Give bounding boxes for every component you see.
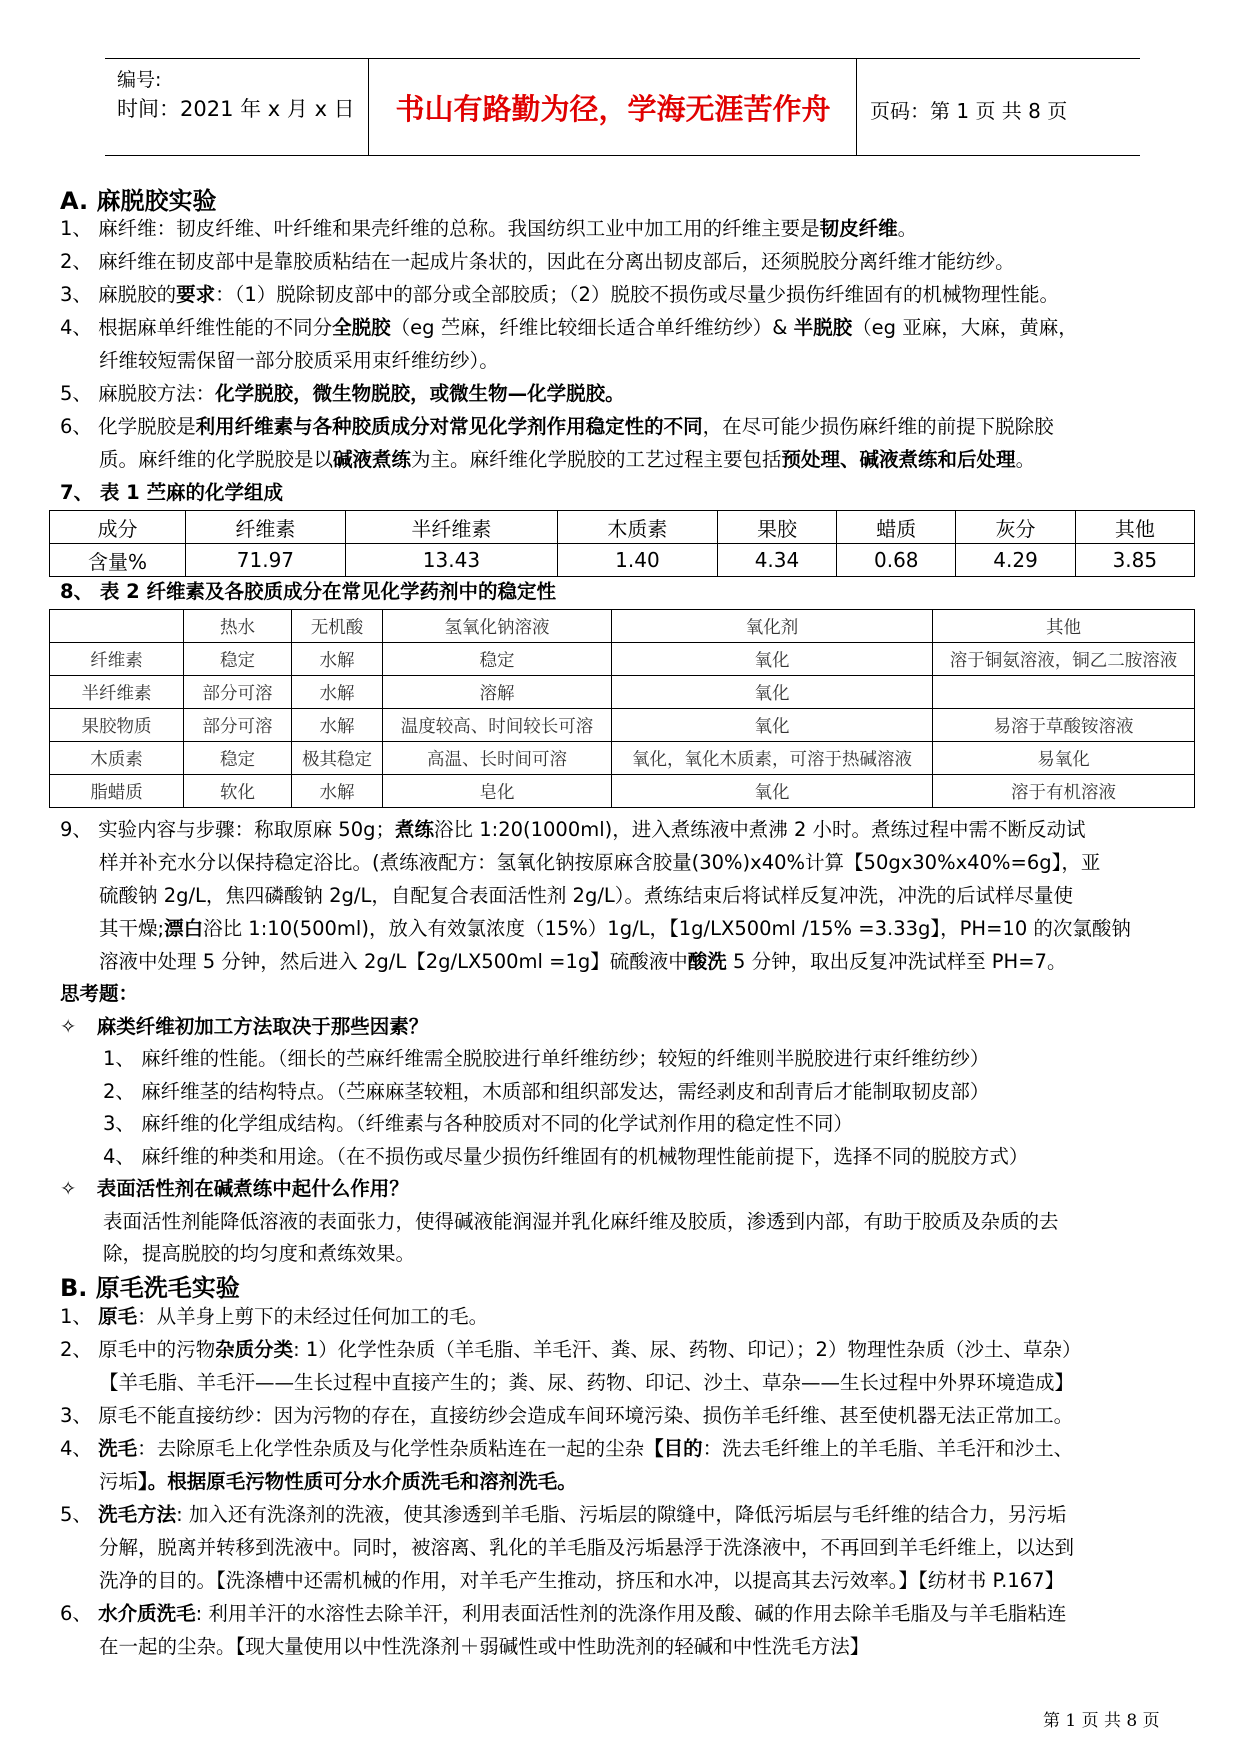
table-cell — [933, 676, 1195, 709]
table-cell: 溶解 — [383, 676, 612, 709]
table-cell: 稳定 — [184, 643, 292, 676]
composition-table — [49, 510, 1195, 577]
table-header-cell: 无机酸 — [292, 610, 383, 643]
table-cell: 木质素 — [50, 742, 184, 775]
paragraph-b2-cont: 【羊毛脂、羊毛汗——生长过程中直接产生的；粪、尿、药物、印记、沙土、草杂——生长过程中外界环境造成】 — [99, 1371, 1075, 1394]
table-header-cell: 纤维素 — [186, 511, 346, 544]
paragraph-b1: 1、 原毛：从羊身上剪下的未经过任何加工的毛。 — [60, 1305, 489, 1328]
paragraph-a4-cont: 纤维较短需保留一部分胶质采用束纤维纺纱）。 — [99, 349, 499, 372]
table-header-cell: 其他 — [933, 610, 1195, 643]
table-cell: 0.68 — [837, 544, 956, 577]
paragraph-a5: 5、 麻脱胶方法：化学脱胶，微生物脱胶，或微生物—化学脱胶。 — [60, 382, 625, 405]
table-cell: 半纤维素 — [50, 676, 184, 709]
table-header-cell: 热水 — [184, 610, 292, 643]
table-cell: 氧化，氧化木质素，可溶于热碱溶液 — [612, 742, 933, 775]
table-cell: 部分可溶 — [184, 709, 292, 742]
document-date: 时间：2021 年 x 月 x 日 — [117, 97, 355, 121]
header-motto-cell — [370, 59, 857, 155]
answer-1-1: 1、 麻纤维的性能。（细长的苎麻纤维需全脱胶进行单纤维纺纱；较短的纤维则半脱胶进行束纤维纺纱） — [103, 1047, 990, 1070]
table-cell: 4.29 — [956, 544, 1075, 577]
header-page-cell — [858, 59, 1140, 155]
section-a-title: A. 麻脱胶实验 — [60, 187, 217, 215]
table-cell: 溶于铜氨溶液，铜乙二胺溶液 — [933, 643, 1195, 676]
question-2: ✧ 表面活性剂在碱煮练中起什么作用？ — [60, 1177, 409, 1200]
paragraph-a9-line2: 样并补充水分以保持稳定浴比。(煮练液配方：氢氧化钠按原麻含胶量(30%)x40%计算【50gx30%x40%=6g】，亚 — [99, 851, 1101, 874]
table-cell: 温度较高、时间较长可溶 — [383, 709, 612, 742]
paragraph-a3: 3、 麻脱胶的要求：（1）脱除韧皮部中的部分或全部胶质；（2）脱胶不损伤或尽量少损伤纤维固有的机械物理性能。 — [60, 283, 1059, 306]
diamond-bullet-icon: ✧ — [60, 1015, 77, 1038]
table-cell: 果胶物质 — [50, 709, 184, 742]
page-header — [105, 58, 1140, 156]
table-header-cell: 灰分 — [956, 511, 1075, 544]
table-cell: 71.97 — [186, 544, 346, 577]
table-cell: 易氧化 — [933, 742, 1195, 775]
paragraph-b5-line2: 分解，脱离并转移到洗液中。同时，被溶离、乳化的羊毛脂及污垢悬浮于洗涤液中，不再回到羊毛纤维上，以达到 — [99, 1536, 1075, 1559]
header-info-cell — [105, 59, 369, 155]
table-row — [50, 742, 1195, 775]
answer-2-line1: 表面活性剂能降低溶液的表面张力，使得碱液能润湿并乳化麻纤维及胶质，渗透到内部，有助于胶质及杂质的去 — [103, 1210, 1059, 1233]
table-header-cell: 木质素 — [558, 511, 718, 544]
table-cell: 高温、长时间可溶 — [383, 742, 612, 775]
page-number: 页码：第 1 页 共 8 页 — [870, 99, 1068, 123]
document-number: 编号: — [117, 69, 162, 91]
paragraph-b4: 4、 洗毛：去除原毛上化学性杂质及与化学性杂质粘连在一起的尘杂【目的：洗去毛纤维上的羊毛脂、羊毛汗和沙土、 — [60, 1437, 1074, 1460]
table-cell: 13.43 — [345, 544, 557, 577]
answer-1-3: 3、 麻纤维的化学组成结构。（纤维素与各种胶质对不同的化学试剂作用的稳定性不同） — [103, 1112, 853, 1135]
table-cell: 易溶于草酸铵溶液 — [933, 709, 1195, 742]
table-cell: 4.34 — [717, 544, 836, 577]
paragraph-b5: 5、 洗毛方法: 加入还有洗涤剂的洗液，使其渗透到羊毛脂、污垢层的隙缝中，降低污垢层与毛纤维的结合力，另污垢 — [60, 1503, 1067, 1526]
paragraph-a9: 9、 实验内容与步骤：称取原麻 50g；煮练浴比 1:20(1000ml)，进入煮练液中煮沸 2 小时。煮练过程中需不断反动试 — [60, 818, 1086, 841]
stability-table — [49, 609, 1195, 808]
table-header-cell: 半纤维素 — [345, 511, 557, 544]
page-footer: 第 1 页 共 8 页 — [1043, 1711, 1160, 1731]
table-cell: 水解 — [292, 676, 383, 709]
table-cell: 1.40 — [558, 544, 718, 577]
table-cell: 软化 — [184, 775, 292, 808]
answer-1-2: 2、 麻纤维茎的结构特点。（苎麻麻茎较粗，木质部和组织部发达，需经剥皮和刮青后才能制取韧皮部） — [103, 1080, 990, 1103]
paragraph-a9-line5: 溶液中处理 5 分钟，然后进入 2g/L【2g/LX500ml =1g】硫酸液中酸洗 5 分钟，取出反复冲洗试样至 PH=7。 — [99, 950, 1067, 973]
table-cell: 脂蜡质 — [50, 775, 184, 808]
table-header-cell — [50, 610, 184, 643]
table-cell: 水解 — [292, 643, 383, 676]
paragraph-a9-line4: 其干燥;漂白浴比 1:10(500ml)，放入有效氯浓度（15%）1g/L，【1g/LX500ml /15% =3.33g】，PH=10 的次氯酸钠 — [99, 917, 1131, 940]
table-row — [50, 709, 1195, 742]
table2-caption: 8、 表 2 纤维素及各胶质成分在常见化学药剂中的稳定性 — [60, 580, 557, 603]
table-cell: 稳定 — [184, 742, 292, 775]
question-1: ✧ 麻类纤维初加工方法取决于那些因素？ — [60, 1015, 429, 1038]
paragraph-a2: 2、 麻纤维在韧皮部中是靠胶质粘结在一起成片条状的，因此在分离出韧皮部后，还须脱胶分离纤维才能纺纱。 — [60, 250, 1015, 273]
table-row — [50, 676, 1195, 709]
table-cell: 含量% — [50, 544, 186, 577]
table-cell: 氧化 — [612, 709, 933, 742]
table-row — [50, 643, 1195, 676]
think-title: 思考题： — [60, 982, 139, 1005]
paragraph-b4-cont: 污垢】。根据原毛污物性质可分水介质洗毛和溶剂洗毛。 — [99, 1470, 577, 1493]
table-header-cell: 果胶 — [717, 511, 836, 544]
table-cell: 氧化 — [612, 775, 933, 808]
paragraph-b3: 3、 原毛不能直接纺纱：因为污物的存在，直接纺纱会造成车间环境污染、损伤羊毛纤维、甚至使机器无法正常加工。 — [60, 1404, 1074, 1427]
table-header-cell: 蜡质 — [837, 511, 956, 544]
table-header-cell: 成分 — [50, 511, 186, 544]
table1-caption: 7、 表 1 苎麻的化学组成 — [60, 481, 284, 504]
diamond-bullet-icon: ✧ — [60, 1177, 77, 1200]
table-cell: 极其稳定 — [292, 742, 383, 775]
table-cell: 水解 — [292, 775, 383, 808]
paragraph-b6-cont: 在一起的尘杂。【现大量使用以中性洗涤剂＋弱碱性或中性助洗剂的轻碱和中性洗毛方法】 — [99, 1635, 870, 1658]
table-header-cell: 其他 — [1075, 511, 1194, 544]
table-cell: 氧化 — [612, 676, 933, 709]
table-row — [50, 775, 1195, 808]
answer-1-4: 4、 麻纤维的种类和用途。（在不损伤或尽量少损伤纤维固有的机械物理性能前提下，选择不同的脱胶方式） — [103, 1145, 1029, 1168]
table-row — [50, 544, 1195, 577]
table-cell: 纤维素 — [50, 643, 184, 676]
paragraph-a6-cont: 质。麻纤维的化学脱胶是以碱液煮练为主。麻纤维化学脱胶的工艺过程主要包括预处理、碱液煮练和后处理。 — [99, 448, 1036, 471]
table-cell: 3.85 — [1075, 544, 1194, 577]
paragraph-a9-line3: 硫酸钠 2g/L，焦四磷酸钠 2g/L，自配复合表面活性剂 2g/L）。煮练结束后将试样反复冲洗，冲洗的后试样尽量使 — [99, 884, 1074, 907]
table-cell: 水解 — [292, 709, 383, 742]
table-cell: 部分可溶 — [184, 676, 292, 709]
table-cell: 氧化 — [612, 643, 933, 676]
table-row — [50, 610, 1195, 643]
section-b-title: B. 原毛洗毛实验 — [60, 1274, 240, 1302]
paragraph-a1: 1、 麻纤维：韧皮纤维、叶纤维和果壳纤维的总称。我国纺织工业中加工用的纤维主要是韧皮纤维。 — [60, 217, 918, 240]
table-cell: 溶于有机溶液 — [933, 775, 1195, 808]
paragraph-a6: 6、 化学脱胶是利用纤维素与各种胶质成分对常见化学剂作用稳定性的不同，在尽可能少损伤麻纤维的前提下脱除胶 — [60, 415, 1054, 438]
table-cell: 皂化 — [383, 775, 612, 808]
paragraph-b6: 6、 水介质洗毛: 利用羊汗的水溶性去除羊汗，利用表面活性剂的洗涤作用及酸、碱的作用去除羊毛脂及与羊毛脂粘连 — [60, 1602, 1067, 1625]
table-cell: 稳定 — [383, 643, 612, 676]
motto: 书山有路勤为径，学海无涯苦作舟 — [395, 92, 831, 126]
table-header-cell: 氢氧化钠溶液 — [383, 610, 612, 643]
table-row — [50, 511, 1195, 544]
answer-2-line2: 除，提高脱胶的均匀度和煮练效果。 — [103, 1242, 416, 1265]
table-header-cell: 氧化剂 — [612, 610, 933, 643]
paragraph-a4: 4、 根据麻单纤维性能的不同分全脱胶（eg 苎麻，纤维比较细长适合单纤维纺纱）& 半脱胶（eg 亚麻，大麻，黄麻， — [60, 316, 1078, 339]
paragraph-b2: 2、 原毛中的污物杂质分类: 1）化学性杂质（羊毛脂、羊毛汗、粪、尿、药物、印记）；2）物理性杂质（沙土、草杂） — [60, 1338, 1082, 1361]
paragraph-b5-line3: 洗净的目的。【洗涤槽中还需机械的作用，对羊毛产生推动，挤压和水冲，以提高其去污效率。】【纺材书 P.167】 — [99, 1569, 1065, 1592]
